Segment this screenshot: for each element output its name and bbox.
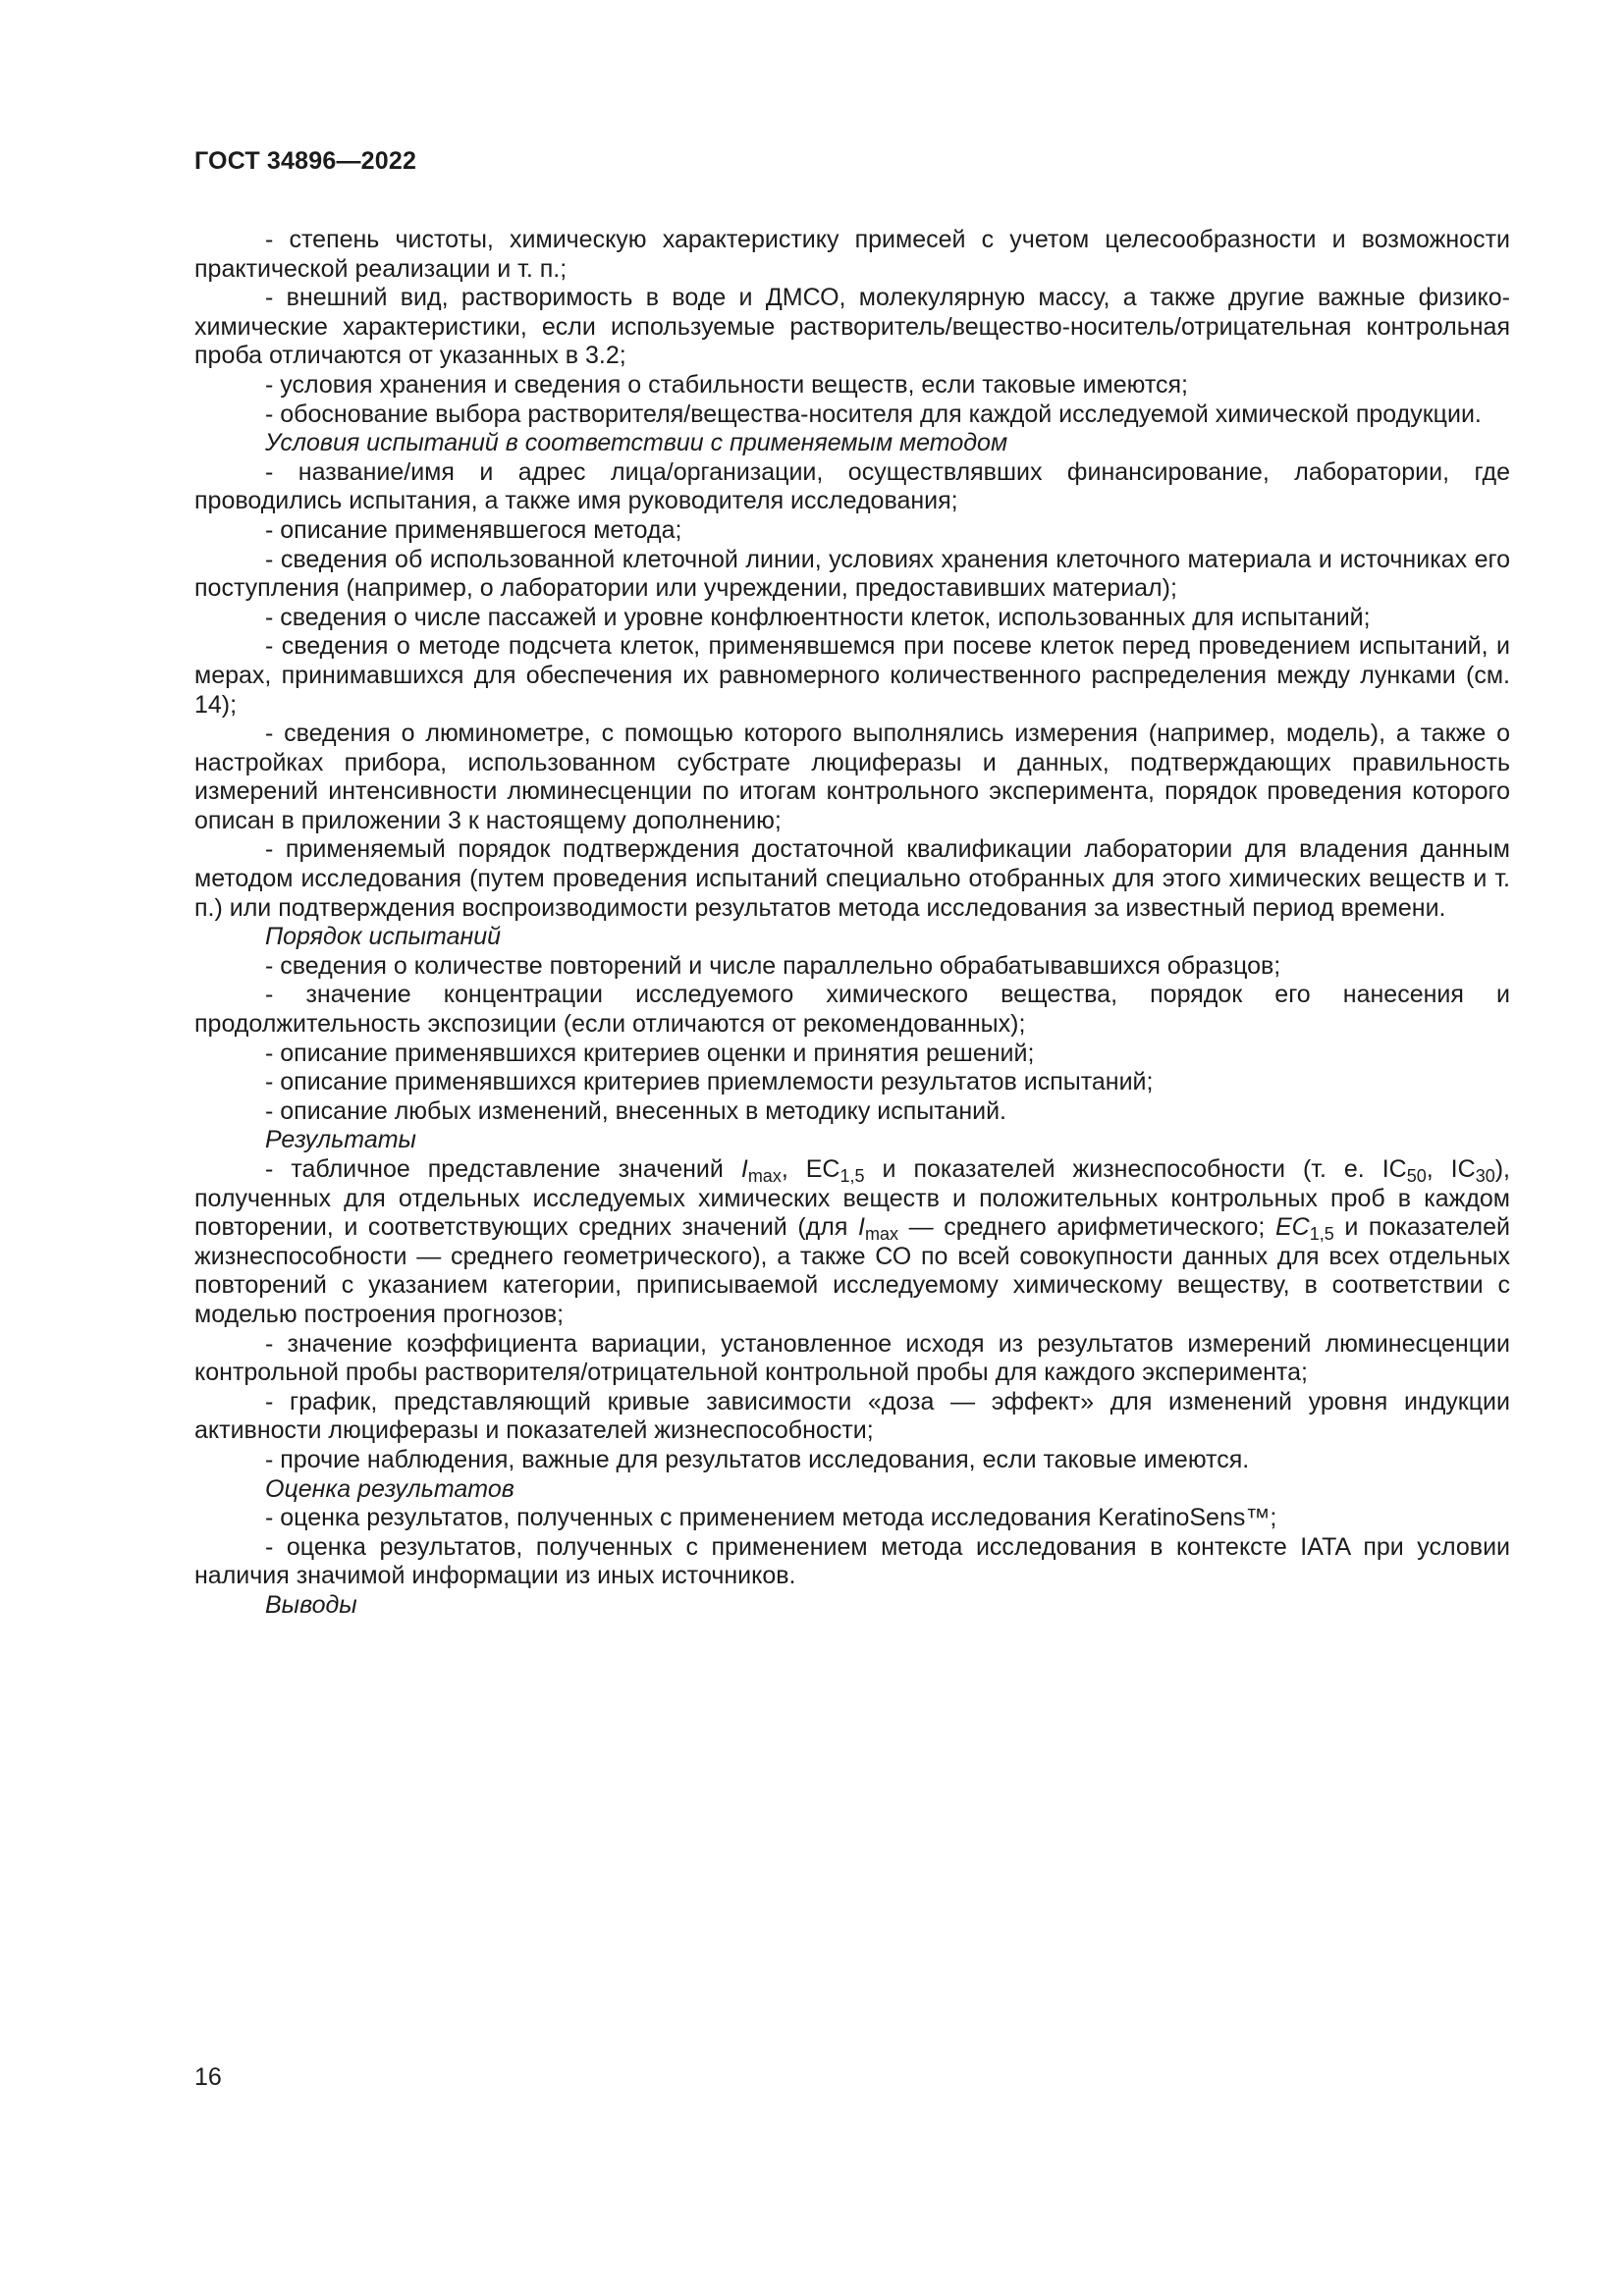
text-run: , IC	[1426, 1155, 1476, 1183]
text-run: ), полученных для отдельных исследуемых химических веществ и положительных контрольных проб в каждом повторении, и соответствующих средних значений (для	[194, 1155, 1510, 1242]
page-number: 16	[194, 2063, 222, 2091]
text-run: , EC	[781, 1155, 840, 1183]
paragraph: - обоснование выбора растворителя/вещества-носителя для каждой исследуемой химической продукции.	[265, 400, 1482, 428]
paragraph: - оценка результатов, полученных с применением метода исследования в контексте IATA при условии наличия значимой информации из иных источников.	[194, 1532, 1510, 1590]
section-heading-evaluation: Оценка результатов	[265, 1474, 514, 1503]
paragraph: - значение коэффициента вариации, установленное исходя из результатов измерений люминесценции контрольной пробы растворителя/отрицательной контрольной пробы для каждого эксперимента;	[194, 1329, 1510, 1387]
paragraph-results-table	[194, 1155, 1510, 1330]
paragraph: - описание применявшегося метода;	[265, 515, 682, 544]
paragraph: - условия хранения и сведения о стабильности веществ, если таковые имеются;	[265, 370, 1188, 399]
symbol-i: I	[740, 1155, 748, 1183]
section-heading-results: Результаты	[265, 1126, 416, 1154]
paragraph: - сведения о методе подсчета клеток, применявшемся при посеве клеток перед проведением испытаний, и мерах, принимавшихся для обеспечения их равномерного количественного распределения между лунками (см. 14);	[194, 632, 1510, 719]
paragraph: - сведения о числе пассажей и уровне конфлюентности клеток, использованных для испытаний;	[265, 603, 1371, 631]
paragraph: - сведения о количестве повторений и числе параллельно обрабатывавшихся образцов;	[265, 951, 1281, 980]
paragraph: - график, представляющий кривые зависимости «доза — эффект» для изменений уровня индукции активности люциферазы и показателей жизнеспособности;	[194, 1387, 1510, 1445]
paragraph: - оценка результатов, полученных с применением метода исследования KeratinoSens™;	[265, 1504, 1277, 1532]
text-run: — среднего арифметического;	[897, 1213, 1275, 1242]
section-heading-test-procedure: Порядок испытаний	[265, 923, 502, 951]
paragraph: - название/имя и адрес лица/организации, осуществлявших финансирование, лаборатории, где проводились испытания, а также имя руководителя исследования;	[194, 457, 1510, 515]
document-body	[194, 226, 1510, 1621]
section-heading-test-conditions: Условия испытаний в соответствии с применяемым методом	[265, 429, 1008, 457]
paragraph: - степень чистоты, химическую характеристику примесей с учетом целесообразности и возможности практической реализации и т. п.;	[194, 226, 1510, 283]
text-run: - табличное представление значений	[265, 1155, 741, 1183]
paragraph: - описание применявшихся критериев приемлемости результатов испытаний;	[265, 1068, 1154, 1096]
paragraph: - прочие наблюдения, важные для результатов исследования, если таковые имеются.	[265, 1445, 1250, 1473]
paragraph: - значение концентрации исследуемого химического вещества, порядок его нанесения и продолжительность экспозиции (если отличаются от рекомендованных);	[194, 981, 1510, 1039]
section-heading-conclusions: Выводы	[265, 1590, 357, 1619]
subscript: max	[747, 1166, 782, 1186]
text-run: и показателей жизнеспособности (т. е. IC	[864, 1155, 1407, 1183]
subscript: 1,5	[1309, 1224, 1334, 1245]
subscript: 1,5	[839, 1166, 865, 1186]
paragraph: - внешний вид, растворимость в воде и ДМСО, молекулярную массу, а также другие важные физико-химические характеристики, если используемые растворитель/вещество-носитель/отрицательная контрольная проба отличаются от указанных в 3.2;	[194, 284, 1510, 370]
document-header: ГОСТ 34896—2022	[194, 147, 417, 175]
paragraph: - применяемый порядок подтверждения достаточной квалификации лаборатории для владения данным методом исследования (путем проведения испытаний специально отобранных для этого химических веществ и т. п.) или подтверждения воспроизводимости результатов метода исследования за известный период времени.	[194, 835, 1510, 922]
paragraph: - сведения о люминометре, с помощью которого выполнялись измерения (например, модель), а также о настройках прибора, использованном субстрате люциферазы и данных, подтверждающих правильность измерений интенсивности люминесценции по итогам контрольного эксперимента, порядок проведения которого описан в приложении 3 к настоящему дополнению;	[194, 720, 1510, 834]
subscript: 30	[1475, 1166, 1495, 1186]
symbol-ec: EC	[1274, 1213, 1310, 1242]
paragraph: - описание любых изменений, внесенных в методику испытаний.	[265, 1096, 1007, 1125]
subscript: max	[864, 1224, 898, 1245]
text-run: и показателей жизнеспособности — среднего геометрического), а также СО по всей совокупности данных для всех отдельных повторений с указанием категории, приписываемой исследуемому химическому веществу, в соответствии с моделью построения прогнозов;	[194, 1213, 1510, 1328]
subscript: 50	[1406, 1166, 1427, 1186]
symbol-i: I	[858, 1213, 865, 1242]
paragraph: - сведения об использованной клеточной линии, условиях хранения клеточного материала и источниках его поступления (например, о лаборатории или учреждении, предоставивших материал);	[194, 545, 1510, 603]
paragraph: - описание применявшихся критериев оценки и принятия решений;	[265, 1039, 1035, 1067]
